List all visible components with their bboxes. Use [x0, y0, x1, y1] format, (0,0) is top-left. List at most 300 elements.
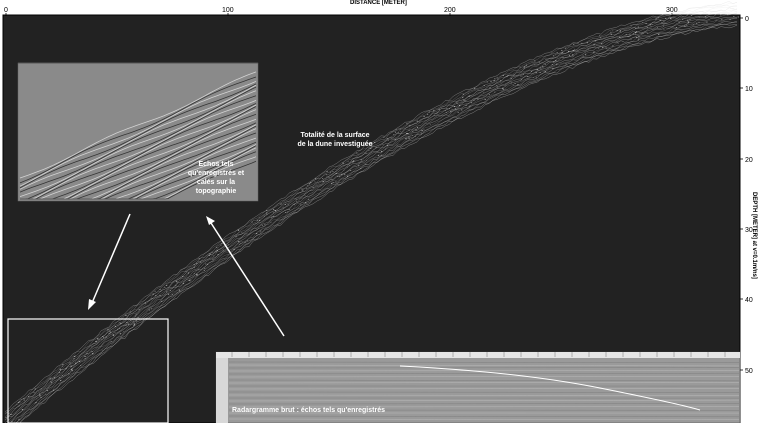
echo-speck	[484, 85, 485, 86]
echo-speck	[348, 161, 349, 162]
echo-speck	[565, 48, 566, 49]
echo-speck	[114, 332, 115, 333]
echo-speck	[337, 176, 338, 177]
echo-speck	[194, 268, 195, 269]
echo-speck	[194, 264, 195, 265]
echo-speck	[651, 27, 652, 28]
echo-speck	[699, 17, 700, 18]
echo-speck	[344, 175, 345, 176]
echo-speck	[72, 360, 73, 361]
echo-speck	[638, 27, 639, 28]
echo-speck	[239, 244, 240, 245]
echo-speck	[59, 372, 60, 373]
echo-speck	[573, 44, 574, 45]
echo-speck	[331, 179, 332, 180]
echo-speck	[74, 356, 75, 357]
echo-speck	[685, 12, 686, 13]
echo-speck	[368, 150, 369, 151]
echo-speck	[446, 108, 447, 109]
echo-speck	[463, 94, 464, 95]
echo-speck	[95, 341, 96, 342]
echo-speck	[555, 60, 556, 61]
echo-speck	[716, 20, 717, 21]
echo-speck	[620, 31, 621, 32]
echo-speck	[36, 399, 37, 400]
echo-speck	[641, 33, 642, 34]
echo-speck	[705, 17, 706, 18]
echo-speck	[358, 165, 359, 166]
echo-speck	[134, 324, 135, 325]
echo-speck	[71, 366, 72, 367]
echo-speck	[73, 359, 74, 360]
echo-speck	[383, 137, 384, 138]
raw-radargram-annotation: Radargramme brut : échos tels qu'enregistrés	[232, 407, 385, 414]
echo-speck	[691, 15, 692, 16]
echo-speck	[585, 55, 586, 56]
echo-speck	[353, 160, 354, 161]
echo-speck	[196, 274, 197, 275]
echo-speck	[130, 312, 131, 313]
echo-speck	[474, 88, 475, 89]
y-tick-label: 30	[745, 227, 753, 234]
echo-speck	[45, 394, 46, 395]
echo-speck	[730, 12, 731, 13]
echo-speck	[75, 356, 76, 357]
echo-speck	[611, 34, 612, 35]
echo-speck	[437, 113, 438, 114]
echo-speck	[134, 323, 135, 324]
echo-speck	[551, 53, 552, 54]
echo-speck	[66, 369, 67, 370]
echo-speck	[341, 174, 342, 175]
echo-speck	[266, 214, 267, 215]
echo-speck	[271, 217, 272, 218]
echo-speck	[521, 76, 522, 77]
echo-speck	[350, 170, 351, 171]
echo-speck	[381, 155, 382, 156]
echo-speck	[240, 243, 241, 244]
echo-speck	[330, 172, 331, 173]
echo-speck	[376, 147, 377, 148]
echo-speck	[287, 212, 288, 213]
echo-speck	[327, 171, 328, 172]
echo-speck	[706, 22, 707, 23]
echo-speck	[39, 396, 40, 397]
echo-speck	[534, 61, 535, 62]
echo-speck	[449, 108, 450, 109]
echo-speck	[388, 140, 389, 141]
echo-speck	[280, 204, 281, 205]
echo-speck	[647, 33, 648, 34]
echo-speck	[21, 399, 22, 400]
echo-speck	[693, 11, 694, 12]
echo-speck	[119, 328, 120, 329]
echo-speck	[485, 99, 486, 100]
echo-speck	[595, 41, 596, 42]
echo-speck	[505, 85, 506, 86]
echo-speck	[149, 310, 150, 311]
echo-speck	[86, 353, 87, 354]
echo-speck	[487, 82, 488, 83]
echo-speck	[471, 103, 472, 104]
echo-speck	[273, 216, 274, 217]
echo-speck	[168, 294, 169, 295]
echo-speck	[473, 100, 474, 101]
echo-speck	[80, 365, 81, 366]
echo-speck	[494, 78, 495, 79]
echo-speck	[406, 133, 407, 134]
echo-speck	[663, 26, 664, 27]
echo-speck	[309, 184, 310, 185]
echo-speck	[11, 421, 12, 422]
echo-speck	[343, 170, 344, 171]
echo-speck	[166, 285, 167, 286]
echo-speck	[469, 96, 470, 97]
echo-speck	[194, 273, 195, 274]
echo-speck	[164, 287, 165, 288]
echo-speck	[415, 136, 416, 137]
echo-speck	[720, 6, 721, 7]
echo-speck	[347, 167, 348, 168]
echo-speck	[400, 129, 401, 130]
echo-speck	[689, 10, 690, 11]
echo-speck	[62, 366, 63, 367]
echo-speck	[542, 66, 543, 67]
echo-speck	[238, 241, 239, 242]
echo-speck	[329, 177, 330, 178]
echo-speck	[356, 153, 357, 154]
echo-speck	[339, 176, 340, 177]
echo-speck	[405, 138, 406, 139]
echo-speck	[730, 19, 731, 20]
echo-speck	[672, 13, 673, 14]
echo-speck	[264, 225, 265, 226]
echo-speck	[259, 220, 260, 221]
echo-speck	[642, 33, 643, 34]
echo-speck	[257, 220, 258, 221]
echo-speck	[247, 240, 248, 241]
echo-speck	[289, 209, 290, 210]
echo-speck	[537, 69, 538, 70]
echo-speck	[75, 363, 76, 364]
echo-speck	[459, 105, 460, 106]
echo-speck	[669, 17, 670, 18]
echo-speck	[703, 8, 704, 9]
echo-speck	[520, 67, 521, 68]
echo-speck	[128, 324, 129, 325]
echo-speck	[417, 121, 418, 122]
echo-speck	[234, 249, 235, 250]
echo-speck	[60, 380, 61, 381]
echo-speck	[160, 291, 161, 292]
echo-speck	[489, 94, 490, 95]
echo-speck	[211, 252, 212, 253]
echo-speck	[429, 112, 430, 113]
echo-speck	[513, 75, 514, 76]
echo-speck	[408, 136, 409, 137]
echo-speck	[553, 62, 554, 63]
echo-speck	[123, 332, 124, 333]
echo-speck	[9, 413, 10, 414]
echo-speck	[92, 353, 93, 354]
echo-speck	[52, 380, 53, 381]
echo-speck	[708, 8, 709, 9]
echo-speck	[515, 83, 516, 84]
echo-speck	[598, 48, 599, 49]
echo-speck	[68, 373, 69, 374]
echo-speck	[599, 47, 600, 48]
echo-speck	[135, 316, 136, 317]
echo-speck	[545, 72, 546, 73]
echo-speck	[636, 32, 637, 33]
echo-speck	[115, 326, 116, 327]
echo-speck	[635, 35, 636, 36]
echo-speck	[307, 185, 308, 186]
echo-speck	[574, 49, 575, 50]
echo-speck	[10, 414, 11, 415]
echo-speck	[262, 225, 263, 226]
echo-speck	[221, 243, 222, 244]
echo-speck	[133, 325, 134, 326]
echo-speck	[220, 245, 221, 246]
echo-speck	[161, 301, 162, 302]
echo-speck	[521, 80, 522, 81]
x-tick-label: 200	[444, 7, 456, 14]
echo-speck	[270, 222, 271, 223]
echo-speck	[605, 47, 606, 48]
echo-speck	[204, 268, 205, 269]
echo-speck	[139, 309, 140, 310]
echo-speck	[207, 264, 208, 265]
echo-speck	[85, 358, 86, 359]
echo-speck	[612, 31, 613, 32]
echo-speck	[601, 43, 602, 44]
echo-speck	[381, 151, 382, 152]
echo-speck	[536, 77, 537, 78]
echo-speck	[302, 190, 303, 191]
echo-speck	[619, 37, 620, 38]
echo-speck	[489, 88, 490, 89]
echo-speck	[18, 419, 19, 420]
echo-speck	[213, 256, 214, 257]
echo-speck	[126, 322, 127, 323]
echo-speck	[242, 242, 243, 243]
echo-speck	[562, 58, 563, 59]
echo-speck	[588, 49, 589, 50]
echo-speck	[406, 124, 407, 125]
echo-speck	[638, 38, 639, 39]
echo-speck	[136, 321, 137, 322]
echo-speck	[734, 9, 735, 10]
echo-speck	[698, 12, 699, 13]
echo-speck	[331, 183, 332, 184]
echo-speck	[50, 381, 51, 382]
echo-speck	[527, 76, 528, 77]
echo-speck	[531, 71, 532, 72]
echo-speck	[182, 276, 183, 277]
y-tick-label: 20	[745, 157, 753, 164]
echo-speck	[622, 41, 623, 42]
echo-speck	[119, 322, 120, 323]
echo-speck	[630, 39, 631, 40]
echo-speck	[111, 341, 112, 342]
echo-speck	[494, 92, 495, 93]
echo-speck	[91, 347, 92, 348]
echo-speck	[374, 142, 375, 143]
echo-speck	[477, 99, 478, 100]
echo-speck	[35, 403, 36, 404]
echo-speck	[461, 110, 462, 111]
echo-speck	[283, 208, 284, 209]
echo-speck	[395, 132, 396, 133]
echo-speck	[618, 43, 619, 44]
echo-speck	[190, 280, 191, 281]
echo-speck	[547, 61, 548, 62]
echo-speck	[688, 23, 689, 24]
x-tick-label: 0	[4, 7, 8, 14]
echo-speck	[633, 34, 634, 35]
echo-speck	[102, 350, 103, 351]
x-tick-label: 300	[666, 7, 678, 14]
echo-speck	[668, 18, 669, 19]
echo-speck	[103, 337, 104, 338]
echo-speck	[166, 292, 167, 293]
echo-speck	[113, 335, 114, 336]
echo-speck	[711, 9, 712, 10]
echo-speck	[216, 252, 217, 253]
full-dune-annotation: Totalité de la surface de la dune investiguée	[297, 132, 373, 148]
echo-speck	[517, 84, 518, 85]
echo-speck	[524, 68, 525, 69]
echo-speck	[533, 77, 534, 78]
echo-speck	[205, 264, 206, 265]
echo-speck	[638, 36, 639, 37]
echo-speck	[439, 109, 440, 110]
echo-speck	[684, 26, 685, 27]
echo-speck	[455, 109, 456, 110]
echo-speck	[62, 364, 63, 365]
echo-speck	[62, 375, 63, 376]
echo-speck	[153, 294, 154, 295]
echo-speck	[304, 195, 305, 196]
echo-speck	[179, 290, 180, 291]
echo-speck	[385, 149, 386, 150]
echo-speck	[349, 165, 350, 166]
echo-speck	[676, 27, 677, 28]
echo-speck	[412, 135, 413, 136]
y-axis-title: DEPTH [METER] at v=0.1m/ns]	[751, 192, 757, 279]
echo-speck	[665, 18, 666, 19]
echo-speck	[396, 129, 397, 130]
echo-speck	[688, 22, 689, 23]
echo-speck	[660, 20, 661, 21]
echo-speck	[693, 24, 694, 25]
echo-speck	[572, 55, 573, 56]
echo-speck	[51, 382, 52, 383]
y-tick-label: 0	[745, 16, 749, 23]
echo-speck	[196, 275, 197, 276]
echo-speck	[97, 338, 98, 339]
x-axis-title: DISTANCE [METER]	[350, 0, 407, 6]
echo-speck	[407, 133, 408, 134]
echo-speck	[629, 35, 630, 36]
echo-speck	[610, 32, 611, 33]
echo-speck	[568, 51, 569, 52]
echo-speck	[534, 65, 535, 66]
echo-speck	[41, 389, 42, 390]
echo-speck	[24, 401, 25, 402]
echo-speck	[626, 34, 627, 35]
echo-speck	[726, 13, 727, 14]
echo-speck	[646, 23, 647, 24]
echo-speck	[172, 294, 173, 295]
echo-speck	[391, 138, 392, 139]
echo-speck	[18, 402, 19, 403]
echo-speck	[397, 146, 398, 147]
echo-speck	[715, 8, 716, 9]
echo-speck	[661, 22, 662, 23]
echo-speck	[675, 29, 676, 30]
echo-speck	[387, 145, 388, 146]
echo-speck	[35, 388, 36, 389]
echo-speck	[650, 25, 651, 26]
echo-speck	[719, 9, 720, 10]
echo-speck	[285, 204, 286, 205]
echo-speck	[468, 93, 469, 94]
echo-speck	[151, 309, 152, 310]
echo-speck	[260, 231, 261, 232]
echo-speck	[343, 164, 344, 165]
echo-speck	[496, 86, 497, 87]
echo-speck	[628, 36, 629, 37]
echo-speck	[720, 15, 721, 16]
echo-speck	[333, 182, 334, 183]
echo-speck	[310, 182, 311, 183]
echo-speck	[503, 75, 504, 76]
echo-speck	[138, 317, 139, 318]
echo-speck	[18, 406, 19, 407]
echo-speck	[457, 104, 458, 105]
echo-speck	[421, 133, 422, 134]
echo-speck	[102, 336, 103, 337]
echo-speck	[288, 205, 289, 206]
echo-speck	[524, 66, 525, 67]
echo-speck	[199, 258, 200, 259]
echo-speck	[130, 320, 131, 321]
x-tick-label: 100	[222, 7, 234, 14]
echo-speck	[107, 329, 108, 330]
echo-speck	[561, 50, 562, 51]
echo-speck	[336, 173, 337, 174]
echo-speck	[652, 24, 653, 25]
echo-speck	[185, 271, 186, 272]
echo-speck	[210, 254, 211, 255]
echo-speck	[409, 126, 410, 127]
echo-speck	[223, 250, 224, 251]
echo-speck	[682, 19, 683, 20]
echo-speck	[216, 247, 217, 248]
echo-speck	[217, 250, 218, 251]
echo-speck	[245, 242, 246, 243]
echo-speck	[159, 295, 160, 296]
echo-speck	[33, 392, 34, 393]
echo-speck	[398, 132, 399, 133]
y-tick-label: 10	[745, 86, 753, 93]
echo-speck	[647, 28, 648, 29]
echo-speck	[721, 20, 722, 21]
echo-speck	[465, 100, 466, 101]
echo-speck	[680, 21, 681, 22]
